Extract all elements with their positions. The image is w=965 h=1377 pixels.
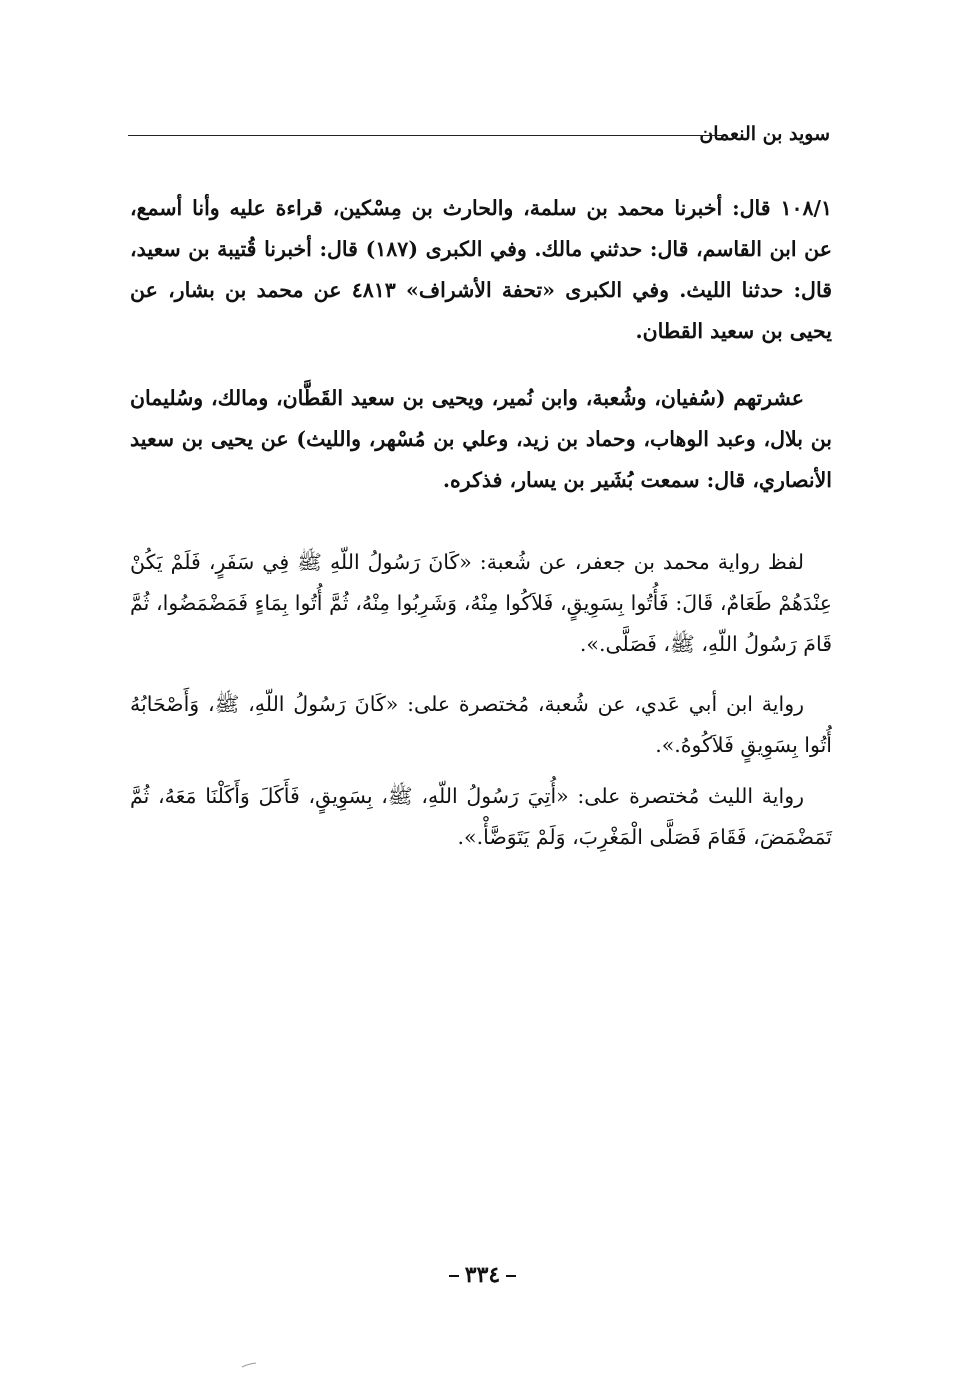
wording-text-2: رواية ابن أبي عَدي، عن شُعبة، مُختصرة على: «كَانَ رَسُولُ اللّهِ، ﷺ، وَأَصْحَابُهُ أُتُوا بِسَوِيقٍ فَلاَكُوهُ.». (130, 692, 832, 757)
wording-paragraph-2 (130, 684, 832, 766)
page-number (0, 1262, 965, 1288)
wording-paragraph-3 (130, 776, 832, 858)
wording-text-3: رواية الليث مُختصرة على: «أُتِيَ رَسُولُ اللّهِ، ﷺ، بِسَوِيقٍ، فَأَكَلَ وَأَكَلْنَا مَعَهُ، ثُمَّ تَمَضْمَضَ، فَقَامَ فَصَلَّى الْمَغْرِبَ، وَلَمْ يَتَوَضَّأْ.». (130, 784, 832, 849)
page-number-value: ٣٣٤ (464, 1262, 501, 1288)
hadith-paragraph (130, 188, 832, 352)
page-number-dash-right (449, 1275, 459, 1277)
running-header (128, 122, 830, 152)
narrators-paragraph (130, 378, 832, 501)
running-title: سويد بن النعمان (699, 123, 830, 145)
scan-speck-mark (240, 1362, 258, 1368)
hadith-text: ١٠٨/١ قال: أخبرنا محمد بن سلمة، والحارث بن مِسْكين، قراءة عليه وأنا أسمع، عن ابن القاسم، قال: حدثني مالك. وفي الكبرى (١٨٧) قال: أخبرنا قُتيبة بن سعيد، قال: حدثنا الليث. وفي الكبرى «تحفة الأشراف» ٤٨١٣ عن محمد بن بشار، عن يحيى بن سعيد القطان. (130, 196, 833, 343)
wording-text-1: لفظ رواية محمد بن جعفر، عن شُعبة: «كَانَ رَسُولُ اللّهِ ﷺ فِي سَفَرٍ، فَلَمْ يَكُنْ عِنْدَهُمْ طَعَامٌ، قَالَ: فَأُتُوا بِسَوِيقٍ، فَلاَكُوا مِنْهُ، وَشَرِبُوا مِنْهُ، ثُمَّ أُتُوا بِمَاءٍ فَمَضْمَضُوا، ثُمَّ قَامَ رَسُولُ اللّهِ، ﷺ، فَصَلَّى.». (130, 550, 832, 656)
header-rule (128, 135, 722, 136)
wording-paragraph-1 (130, 542, 832, 665)
page-number-dash-left (506, 1275, 516, 1277)
narrators-text: عشرتهم (سُفيان، وشُعبة، وابن نُمير، ويحيى بن سعيد القَطَّان، ومالك، وسُليمان بن بلال، وعبد الوهاب، وحماد بن زيد، وعلي بن مُسْهر، والليث) عن يحيى بن سعيد الأنصاري، قال: سمعت بُشَير بن يسار، فذكره. (130, 386, 832, 492)
